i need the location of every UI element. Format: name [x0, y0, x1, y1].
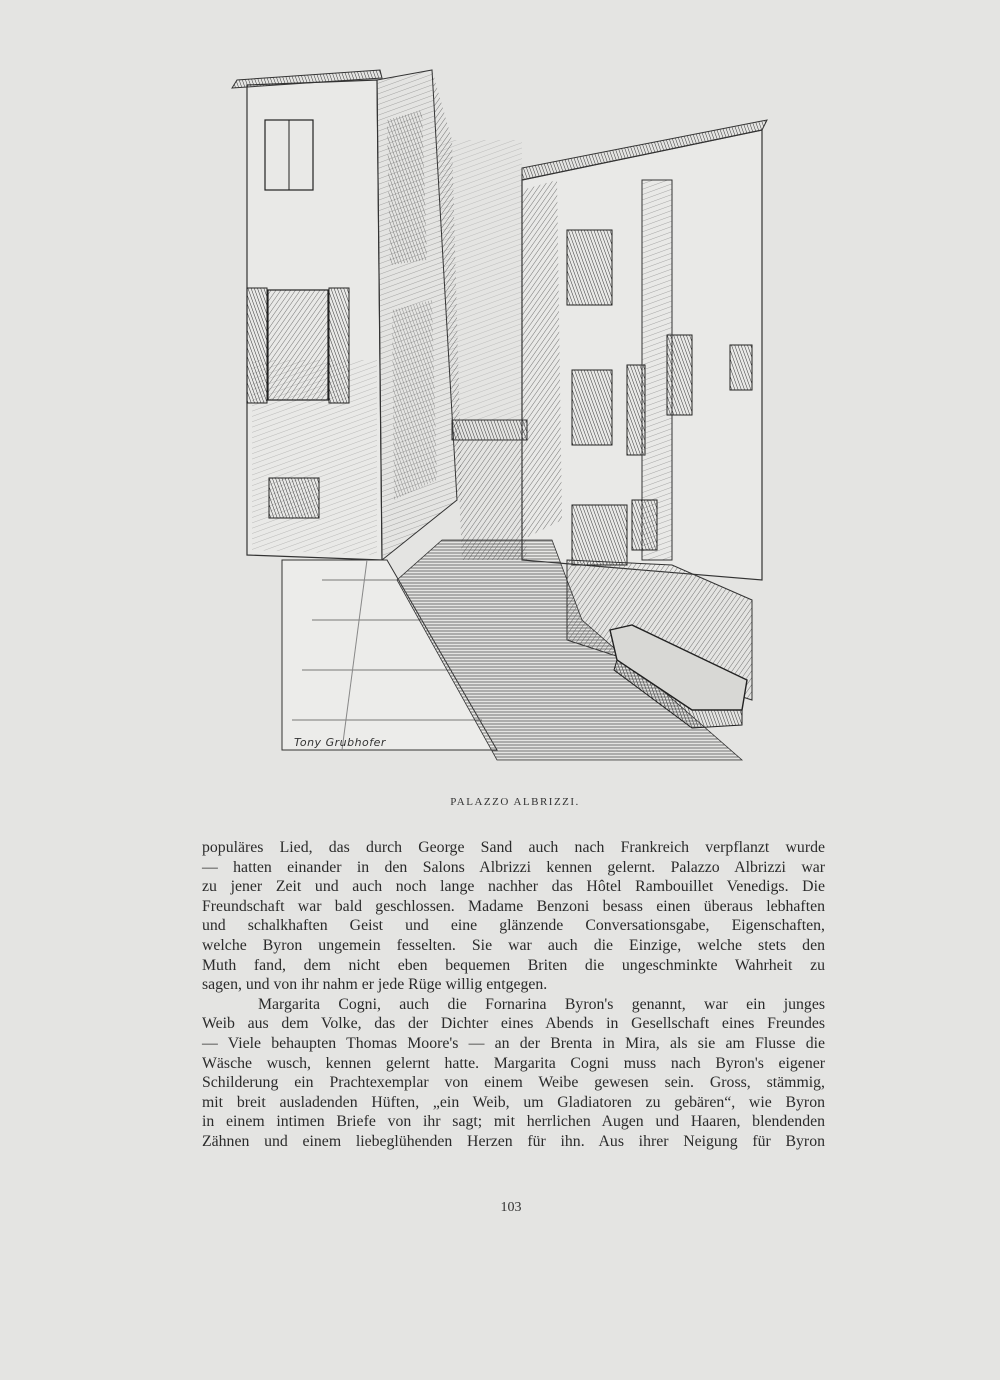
artist-signature: Tony Grubhofer: [294, 736, 386, 749]
text-line: Margarita Cogni, auch die Fornarina Byron's genannt, war ein junges: [258, 995, 825, 1013]
text-line: Schilderung ein Prachtexemplar von einem Weibe gewesen sein. Gross, stämmig,: [202, 1074, 825, 1092]
text-line: sagen, und von ihr nahm er jede Rüge willig entgegen.: [202, 976, 548, 994]
illustration-caption: PALAZZO ALBRIZZI.: [450, 796, 580, 808]
text-line: populäres Lied, das durch George Sand auch nach Frankreich verpflanzt wurde: [202, 839, 825, 856]
text-line: in einem intimen Briefe von ihr sagt; mit herrlichen Augen und Haaren, blendenden: [202, 1113, 825, 1131]
text-line: Wäsche wusch, kennen gelernt hatte. Margarita Cogni muss nach Byron's eigener: [202, 1054, 825, 1072]
text-line: Freundschaft war bald geschlossen. Madame Benzoni besass einen überaus lebhaften: [202, 897, 825, 915]
canal-engraving-illustration: [222, 60, 772, 790]
text-line: Muth fand, dem nicht eben bequemen Briten die ungeschminkte Wahrheit zu: [202, 956, 825, 974]
body-text: [202, 838, 825, 1152]
text-line: und schalkhaften Geist und eine glänzende Conversationsgabe, Eigenschaften,: [202, 917, 825, 935]
text-line: welche Byron ungemein fesselten. Sie war auch die Einzige, welche stets den: [202, 936, 825, 954]
text-line: Weib aus dem Volke, das der Dichter eines Abends in Gesellschaft eines Freundes: [202, 1015, 825, 1033]
page-number: 103: [500, 1200, 522, 1215]
text-line: mit breit ausladenden Hüften, „ein Weib, um Gladiatoren zu gebären“, wie Byron: [202, 1093, 825, 1111]
text-line: — Viele behaupten Thomas Moore's — an der Brenta in Mira, als sie am Flusse die: [202, 1034, 825, 1052]
paragraph: [202, 838, 825, 995]
text-line: — hatten einander in den Salons Albrizzi kennen gelernt. Palazzo Albrizzi war: [202, 858, 825, 876]
paragraph: [202, 995, 825, 1152]
text-line: zu jener Zeit und auch noch lange nachher das Hôtel Rambouillet Venedigs. Die: [202, 878, 825, 896]
text-line: Zähnen und einem liebeglühenden Herzen für ihn. Aus ihrer Neigung für Byron: [202, 1132, 825, 1150]
